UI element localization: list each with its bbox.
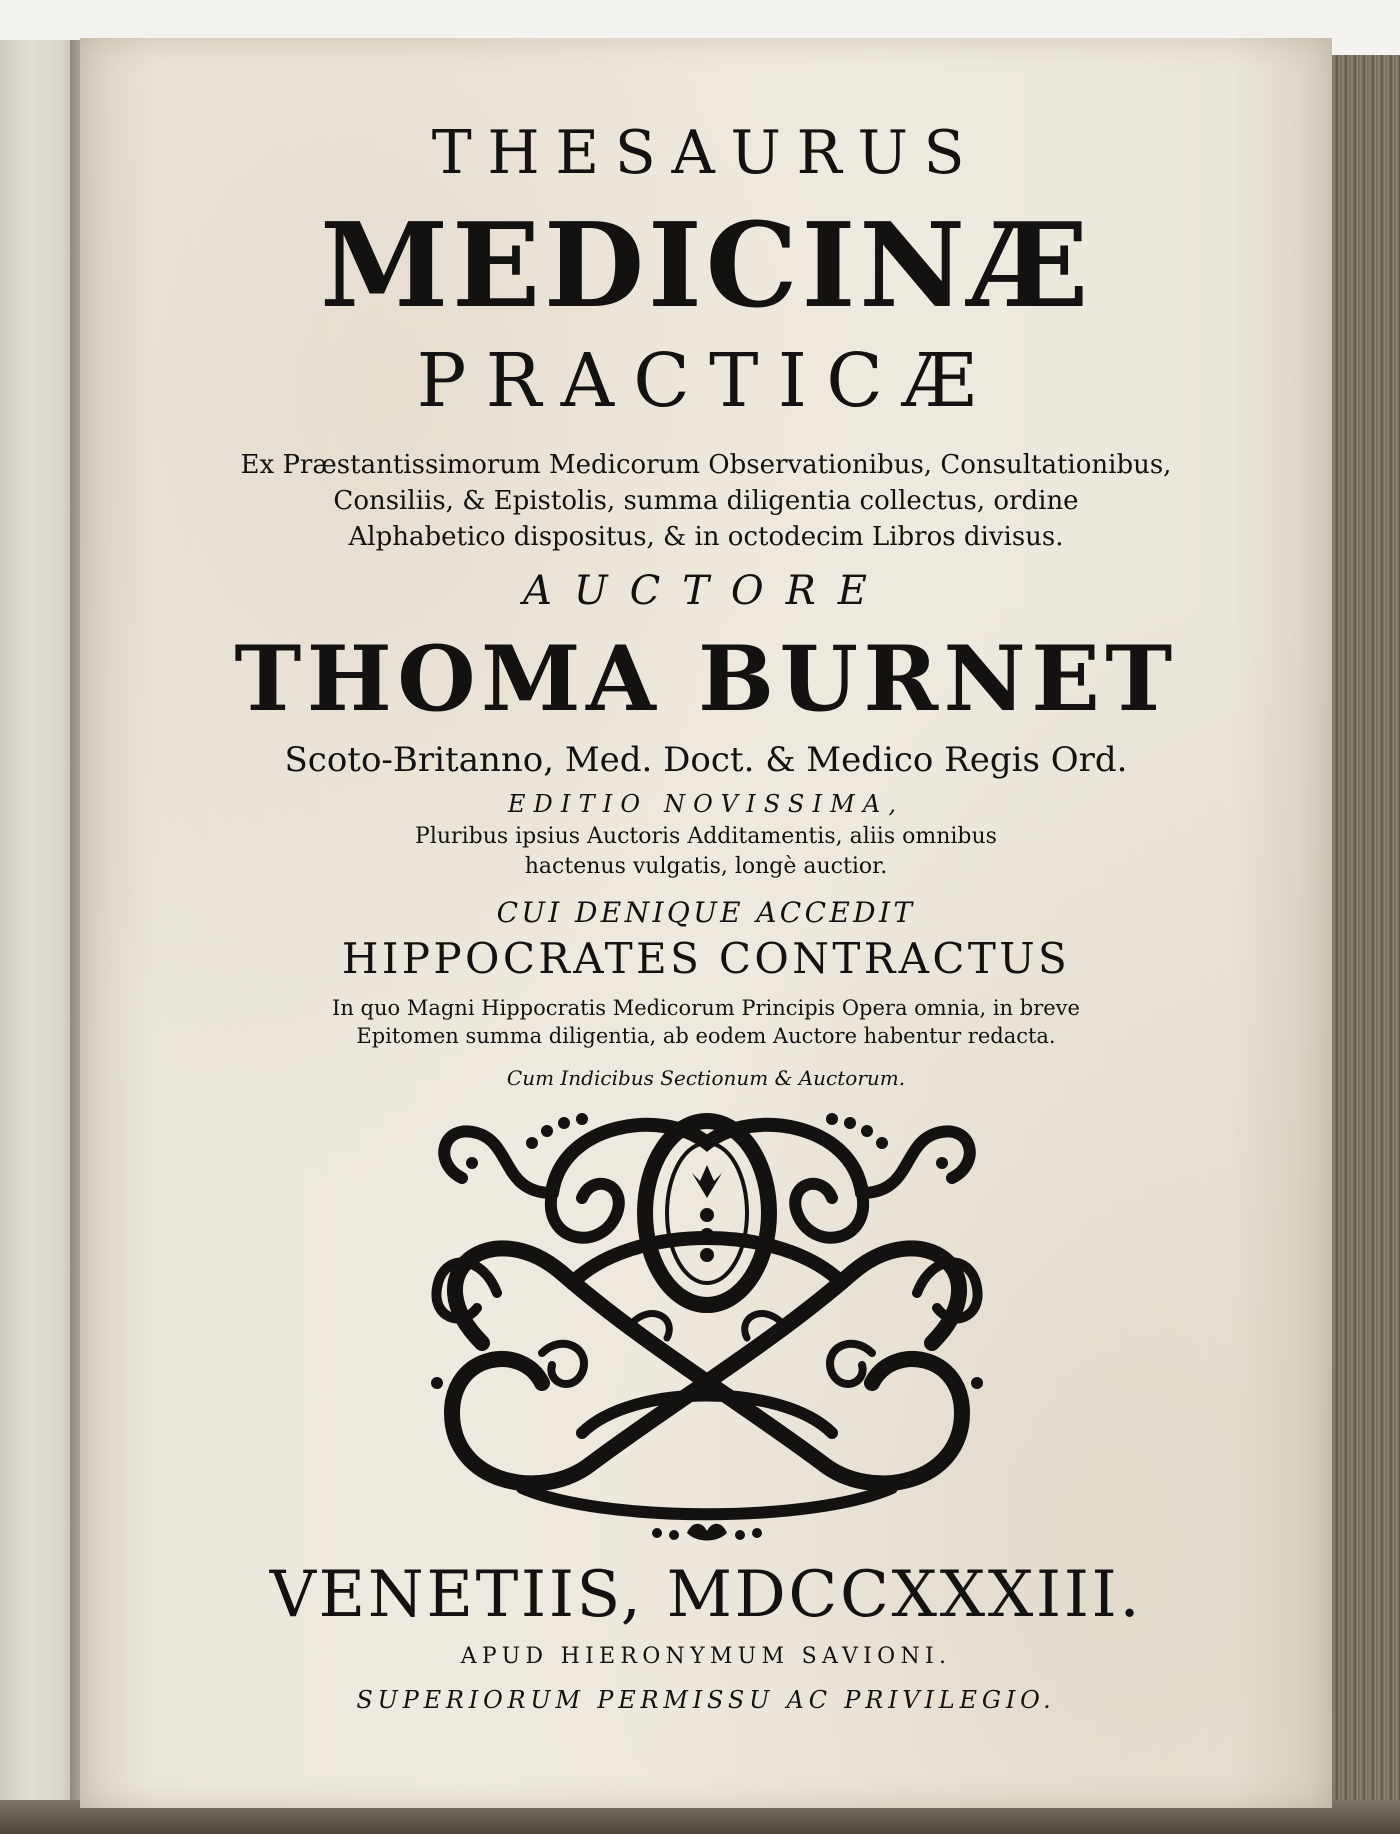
permission-line: SUPERIORUM PERMISSU AC PRIVILEGIO. (356, 1686, 1056, 1714)
edition-label: EDITIO NOVISSIMA, (507, 790, 905, 818)
subtitle-line: Consiliis, & Epistolis, summa diligentia collectus, ordine (333, 486, 1079, 516)
printer-line: APUD HIERONYMUM SAVIONI. (460, 1644, 952, 1669)
subtitle-line: Alphabetico dispositus, & in octodecim Libros divisus. (348, 522, 1064, 552)
title-line-3: PRACTICÆ (416, 338, 996, 424)
auctore-label: AUCTORE (523, 568, 889, 614)
edition-line: Pluribus ipsius Auctoris Additamentis, aliis omnibus (415, 824, 997, 849)
accedit-label: CUI DENIQUE ACCEDIT (496, 896, 916, 929)
second-work-title: HIPPOCRATES CONTRACTUS (341, 934, 1071, 983)
place-and-date: VENETIIS, MDCCXXXIII. (269, 1558, 1143, 1632)
title-line-1: THESAURUS (431, 118, 981, 188)
author-name: THOMA BURNET (234, 626, 1178, 732)
edition-line: hactenus vulgatis, longè auctior. (524, 854, 888, 879)
book-fore-edge (1322, 55, 1400, 1834)
subtitle-line: Ex Præstantissimorum Medicorum Observationibus, Consultationibus, (240, 450, 1172, 480)
left-page-edge (0, 40, 81, 1834)
second-work-line: In quo Magni Hippocratis Medicorum Principis Opera omnia, in breve (332, 996, 1080, 1020)
printers-ornament-icon (402, 1103, 1012, 1543)
author-description: Scoto-Britanno, Med. Doct. & Medico Regis Ord. (284, 740, 1128, 780)
title-line-2: MEDICINÆ (319, 198, 1093, 334)
second-work-line: Epitomen summa diligentia, ab eodem Auctore habentur redacta. (356, 1024, 1056, 1048)
indices-line: Cum Indicibus Sectionum & Auctorum. (506, 1066, 906, 1090)
title-page (80, 38, 1332, 1808)
